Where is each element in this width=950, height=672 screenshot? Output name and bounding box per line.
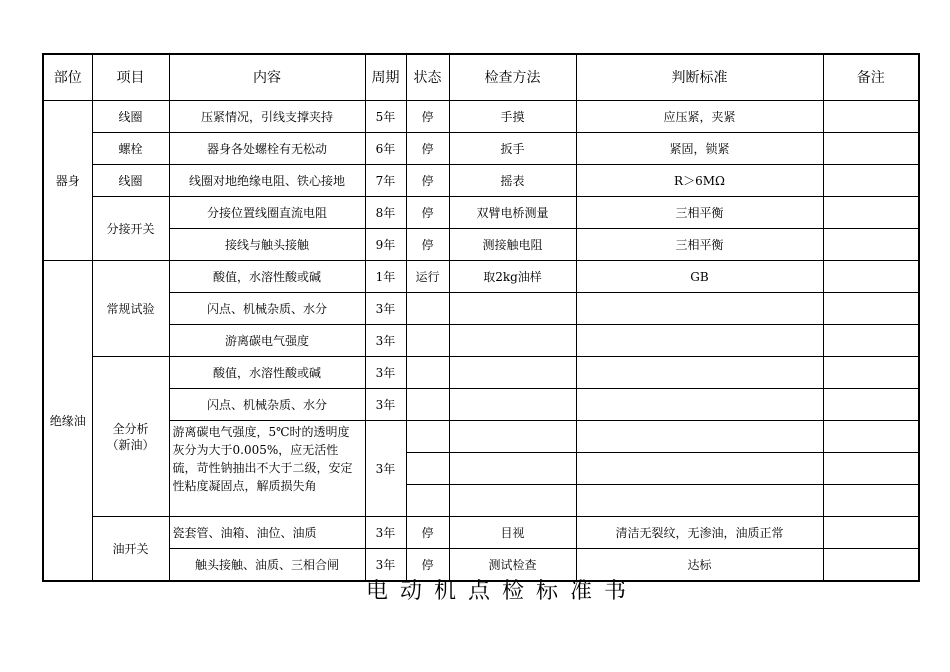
item-cell: 分接开关	[92, 197, 169, 261]
remarks-cell	[823, 261, 919, 293]
method-cell	[449, 325, 576, 357]
remarks-cell	[823, 165, 919, 197]
standard-cell: 清洁无裂纹，无渗油，油质正常	[576, 517, 823, 549]
status-cell: 运行	[406, 261, 449, 293]
document-title-footer: 电动机点检标准书	[366, 579, 639, 604]
method-cell	[449, 357, 576, 389]
content-cell: 闪点、机械杂质、水分	[169, 293, 365, 325]
inspection-standard-table	[42, 53, 920, 582]
standard-cell	[576, 357, 823, 389]
standard-cell: R＞6MΩ	[576, 165, 823, 197]
period-cell: 9年	[365, 229, 406, 261]
status-cell: 停	[406, 133, 449, 165]
period-cell: 3年	[365, 389, 406, 421]
table-row	[43, 293, 919, 325]
standard-cell: 达标	[576, 549, 823, 582]
remarks-cell	[823, 421, 919, 453]
period-cell: 7年	[365, 165, 406, 197]
method-cell: 摇表	[449, 165, 576, 197]
method-cell: 扳手	[449, 133, 576, 165]
period-cell: 3年	[365, 357, 406, 389]
remarks-cell	[823, 389, 919, 421]
remarks-cell	[823, 101, 919, 133]
header-remarks: 备注	[823, 54, 919, 101]
content-cell: 触头接触、油质、三相合闸	[169, 549, 365, 582]
standard-cell	[576, 485, 823, 517]
standard-cell	[576, 389, 823, 421]
method-cell: 双臂电桥测量	[449, 197, 576, 229]
content-cell: 分接位置线圈直流电阻	[169, 197, 365, 229]
status-cell	[406, 453, 449, 485]
method-cell: 手摸	[449, 101, 576, 133]
status-cell	[406, 357, 449, 389]
standard-cell: 紧固，锁紧	[576, 133, 823, 165]
status-cell: 停	[406, 229, 449, 261]
header-item: 项目	[92, 54, 169, 101]
period-cell: 5年	[365, 101, 406, 133]
status-cell	[406, 389, 449, 421]
table-row	[43, 165, 919, 197]
standard-cell	[576, 453, 823, 485]
content-cell: 器身各处螺栓有无松动	[169, 133, 365, 165]
part-cell: 绝缘油	[43, 261, 92, 582]
remarks-cell	[823, 325, 919, 357]
status-cell: 停	[406, 549, 449, 582]
status-cell	[406, 421, 449, 453]
table-row	[43, 133, 919, 165]
standard-cell: 三相平衡	[576, 197, 823, 229]
remarks-cell	[823, 517, 919, 549]
standard-cell	[576, 421, 823, 453]
remarks-cell	[823, 549, 919, 582]
header-standard: 判断标准	[576, 54, 823, 101]
header-method: 检查方法	[449, 54, 576, 101]
table-row	[43, 389, 919, 421]
remarks-cell	[823, 197, 919, 229]
standard-cell	[576, 325, 823, 357]
remarks-cell	[823, 229, 919, 261]
item-cell: 线圈	[92, 165, 169, 197]
status-cell: 停	[406, 517, 449, 549]
table-header-row	[43, 54, 919, 101]
remarks-cell	[823, 133, 919, 165]
period-cell: 3年	[365, 517, 406, 549]
content-cell: 闪点、机械杂质、水分	[169, 389, 365, 421]
status-cell: 停	[406, 197, 449, 229]
item-cell: 线圈	[92, 101, 169, 133]
method-cell	[449, 453, 576, 485]
item-cell: 全分析 （新油）	[92, 357, 169, 517]
table-row	[43, 357, 919, 389]
table-row	[43, 229, 919, 261]
method-cell: 目视	[449, 517, 576, 549]
table-row	[43, 421, 919, 453]
table-row	[43, 261, 919, 293]
method-cell	[449, 485, 576, 517]
period-cell: 3年	[365, 325, 406, 357]
content-cell: 游离碳电气强度，5℃时的透明度灰分为大于0.005%，应无活性硫，苛性钠抽出不大于二级，安定性粘度凝固点，解质损失角	[169, 421, 365, 517]
status-cell: 停	[406, 101, 449, 133]
remarks-cell	[823, 485, 919, 517]
status-cell	[406, 485, 449, 517]
method-cell	[449, 293, 576, 325]
content-cell: 瓷套管、油箱、油位、油质	[169, 517, 365, 549]
method-cell: 取2kg油样	[449, 261, 576, 293]
table-row	[43, 197, 919, 229]
part-cell: 器身	[43, 101, 92, 261]
header-status: 状态	[406, 54, 449, 101]
period-cell: 8年	[365, 197, 406, 229]
period-cell: 3年	[365, 549, 406, 582]
standard-cell	[576, 293, 823, 325]
content-cell: 游离碳电气强度	[169, 325, 365, 357]
status-cell: 停	[406, 165, 449, 197]
method-cell: 测试检查	[449, 549, 576, 582]
period-cell: 3年	[365, 421, 406, 517]
content-cell: 线圈对地绝缘电阻、铁心接地	[169, 165, 365, 197]
method-cell: 测接触电阻	[449, 229, 576, 261]
method-cell	[449, 421, 576, 453]
content-cell: 酸值，水溶性酸或碱	[169, 261, 365, 293]
table-row	[43, 517, 919, 549]
period-cell: 1年	[365, 261, 406, 293]
item-cell: 常规试验	[92, 261, 169, 357]
item-cell: 螺栓	[92, 133, 169, 165]
item-cell: 油开关	[92, 517, 169, 582]
status-cell	[406, 293, 449, 325]
table-row	[43, 101, 919, 133]
header-period: 周期	[365, 54, 406, 101]
period-cell: 3年	[365, 293, 406, 325]
remarks-cell	[823, 293, 919, 325]
content-cell: 压紧情况，引线支撑夹持	[169, 101, 365, 133]
header-part: 部位	[43, 54, 92, 101]
method-cell	[449, 389, 576, 421]
standard-cell: 三相平衡	[576, 229, 823, 261]
standard-cell: GB	[576, 261, 823, 293]
table-row	[43, 325, 919, 357]
status-cell	[406, 325, 449, 357]
content-cell: 接线与触头接触	[169, 229, 365, 261]
remarks-cell	[823, 453, 919, 485]
standard-cell: 应压紧，夹紧	[576, 101, 823, 133]
period-cell: 6年	[365, 133, 406, 165]
header-content: 内容	[169, 54, 365, 101]
content-cell: 酸值，水溶性酸或碱	[169, 357, 365, 389]
remarks-cell	[823, 357, 919, 389]
